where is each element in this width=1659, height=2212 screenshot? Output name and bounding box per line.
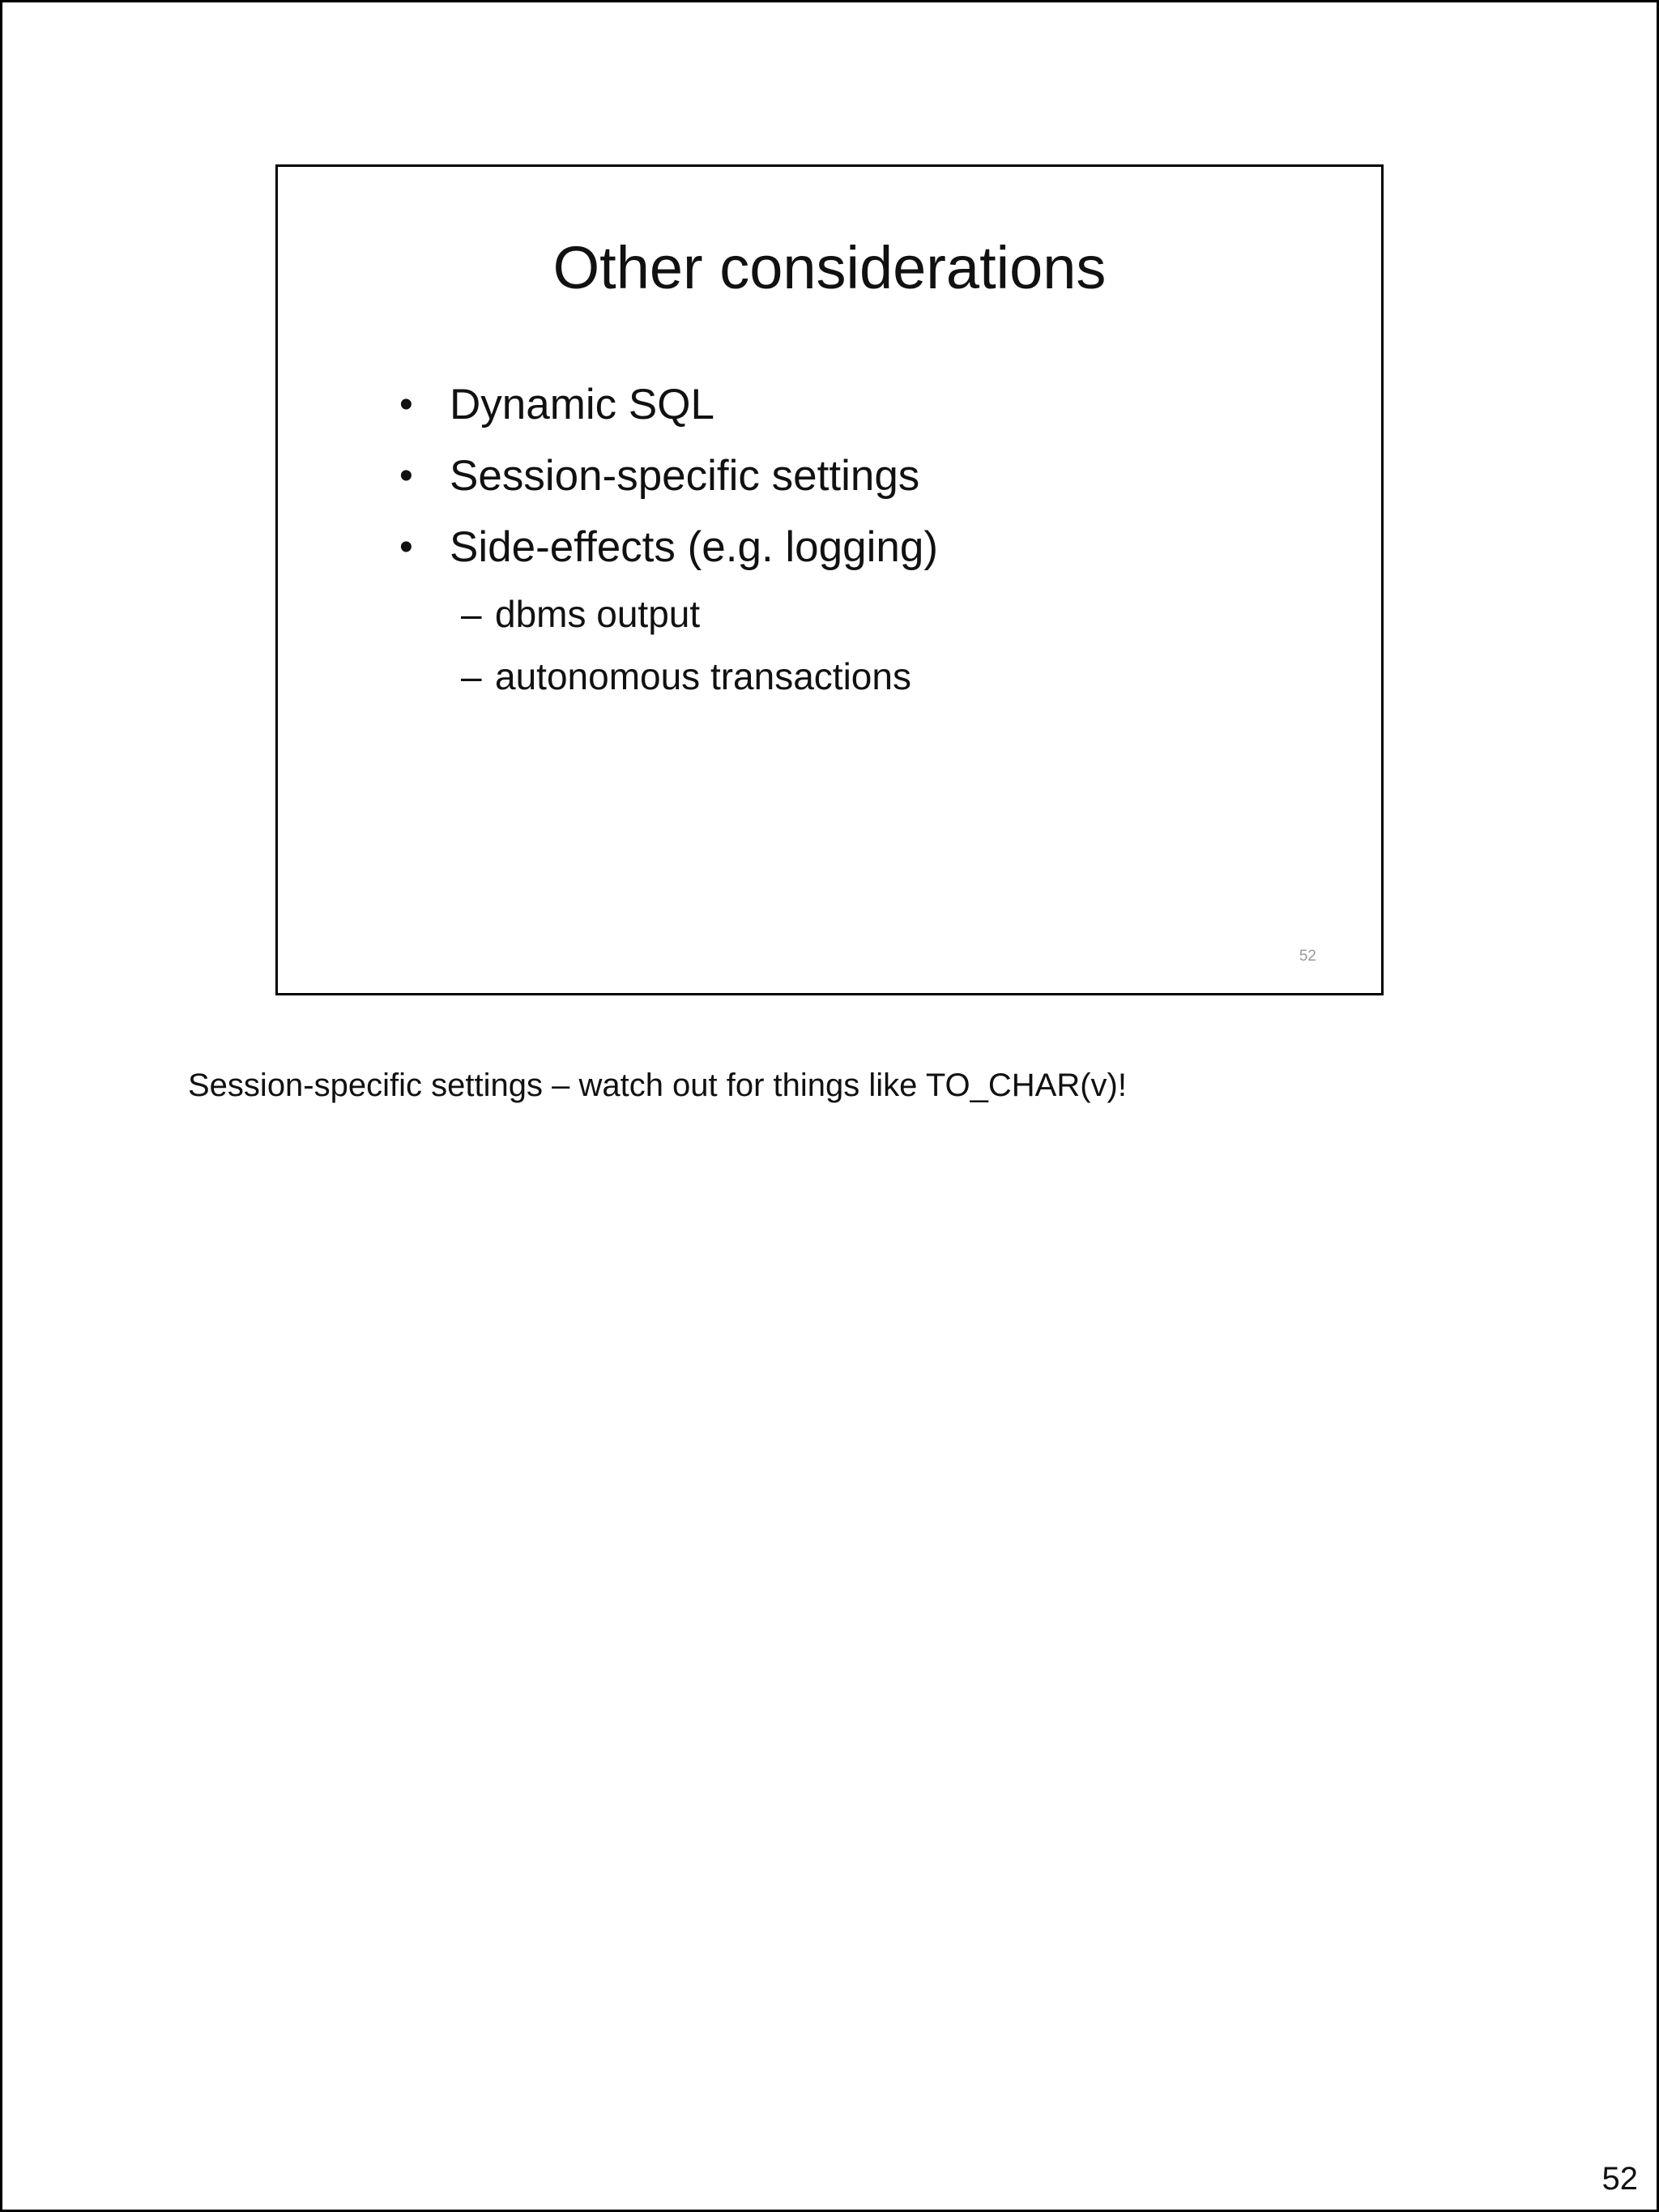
slide-number: 52 bbox=[1299, 948, 1316, 965]
bullet-item bbox=[343, 441, 1315, 512]
bullet-item bbox=[343, 369, 1315, 441]
sub-bullet-item bbox=[343, 583, 1315, 646]
bullet-list bbox=[343, 369, 1315, 708]
slide-thumbnail bbox=[275, 164, 1384, 995]
slide-title: Other considerations bbox=[552, 234, 1107, 301]
bullet-marker: • bbox=[399, 526, 413, 569]
bullet-text: Session-specific settings bbox=[450, 452, 920, 500]
sub-bullet-marker: – bbox=[461, 593, 482, 635]
sub-bullet-text: dbms output bbox=[495, 593, 701, 635]
bullet-marker: • bbox=[399, 383, 413, 426]
bullet-text: Dynamic SQL bbox=[450, 381, 714, 428]
bullet-marker: • bbox=[399, 454, 413, 497]
sub-bullet-marker: – bbox=[461, 655, 482, 697]
page-number: 52 bbox=[1601, 2161, 1638, 2197]
bullet-text: Side-effects (e.g. logging) bbox=[450, 523, 938, 571]
sub-bullet-item bbox=[343, 646, 1315, 708]
sub-bullet-text: autonomous transactions bbox=[495, 655, 911, 697]
speaker-notes: Session-specific settings – watch out for things like TO_CHAR(v)! bbox=[188, 1068, 1127, 1103]
bullet-item bbox=[343, 512, 1315, 583]
